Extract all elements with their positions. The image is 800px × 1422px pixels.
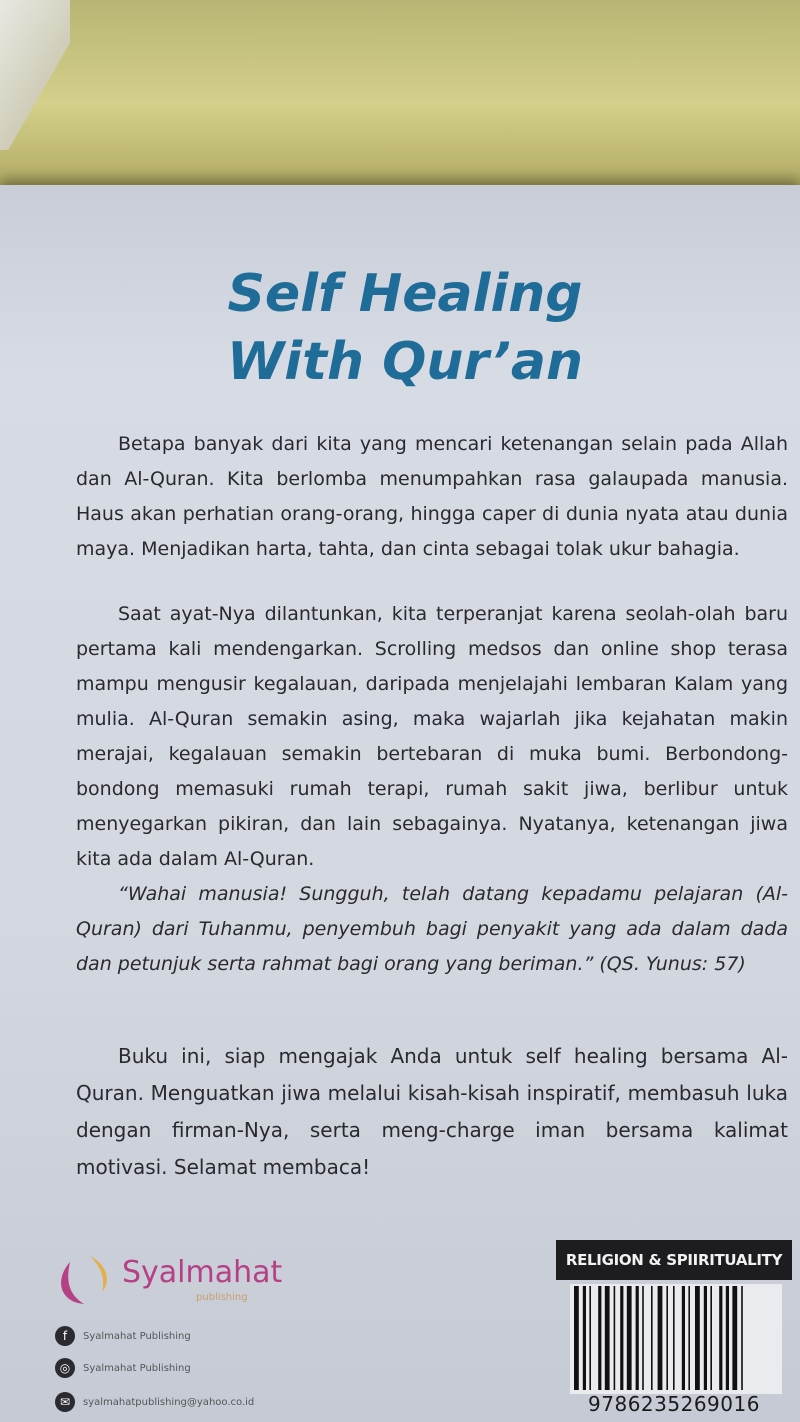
category-badge: RELIGION & SPIIRITUALITY (556, 1240, 792, 1280)
blurb-quote (76, 877, 788, 982)
instagram-label: Syalmahat Publishing (83, 1362, 191, 1374)
blurb-paragraph-1 (76, 427, 788, 567)
facebook-icon: f (55, 1326, 75, 1346)
blurb-paragraph-2 (76, 597, 788, 877)
book-title-line2: With Qur’an (226, 332, 584, 392)
facebook-line (55, 1326, 191, 1346)
blurb-text: Buku ini, siap mengajak Anda untuk self healing bersama Al-Quran. Menguatkan jiwa melalui kisah-kisah inspiratif, membasuh luka dengan firman-Nya, serta meng-charge iman bersama kalimat motivasi. Selamat membaca! (76, 1044, 788, 1179)
paper-corner (0, 0, 70, 150)
email-label: syalmahatpublishing@yahoo.co.id (83, 1396, 255, 1408)
barcode-bars (570, 1284, 782, 1394)
blurb-paragraph-4 (76, 1038, 788, 1186)
email-icon: ✉ (55, 1392, 75, 1412)
publisher-subtitle: publishing (196, 1292, 248, 1303)
blurb-text: Betapa banyak dari kita yang mencari ketenangan selain pada Allah dan Al-Quran. Kita berlomba menumpahkan rasa galaupada manusia. Haus akan perhatian orang-orang, hingga caper di dunia nyata atau dunia maya. Menjadikan harta, tahta, dan cinta sebagai tolak ukur bahagia. (76, 433, 788, 560)
email-line (55, 1392, 254, 1412)
quote-text: “Wahai manusia! Sungguh, telah datang kepadamu pelajaran (Al-Quran) dari Tuhanmu, penyembuh bagi penyakit yang ada dalam dada dan petunjuk serta rahmat bagi orang yang beriman.” (QS. Yunus: 57) (76, 883, 788, 975)
instagram-line (55, 1358, 191, 1378)
barcode (570, 1284, 782, 1394)
isbn-number: 9786235269016 (588, 1392, 760, 1416)
facebook-label: Syalmahat Publishing (83, 1330, 191, 1342)
instagram-icon: ◎ (55, 1358, 75, 1378)
publisher-name: Syalmahat (122, 1255, 283, 1290)
blurb-text: Saat ayat-Nya dilantunkan, kita terperanjat karena seolah-olah baru pertama kali mendengarkan. Scrolling medsos dan online shop terasa mampu mengusir kegalauan, daripada menjelajahi lembaran Kalam yang mulia. Al-Quran semakin asing, maka wajarlah jika kejahatan makin merajai, kegalauan semakin bertebaran di muka bumi. Berbondong-bondong memasuki rumah terapi, rumah sakit jiwa, berlibur untuk menyegarkan pikiran, dan lain sebagainya. Nyatanya, ketenangan jiwa kita ada dalam Al-Quran. (76, 603, 788, 870)
book-title-line1: Self Healing (227, 264, 583, 324)
